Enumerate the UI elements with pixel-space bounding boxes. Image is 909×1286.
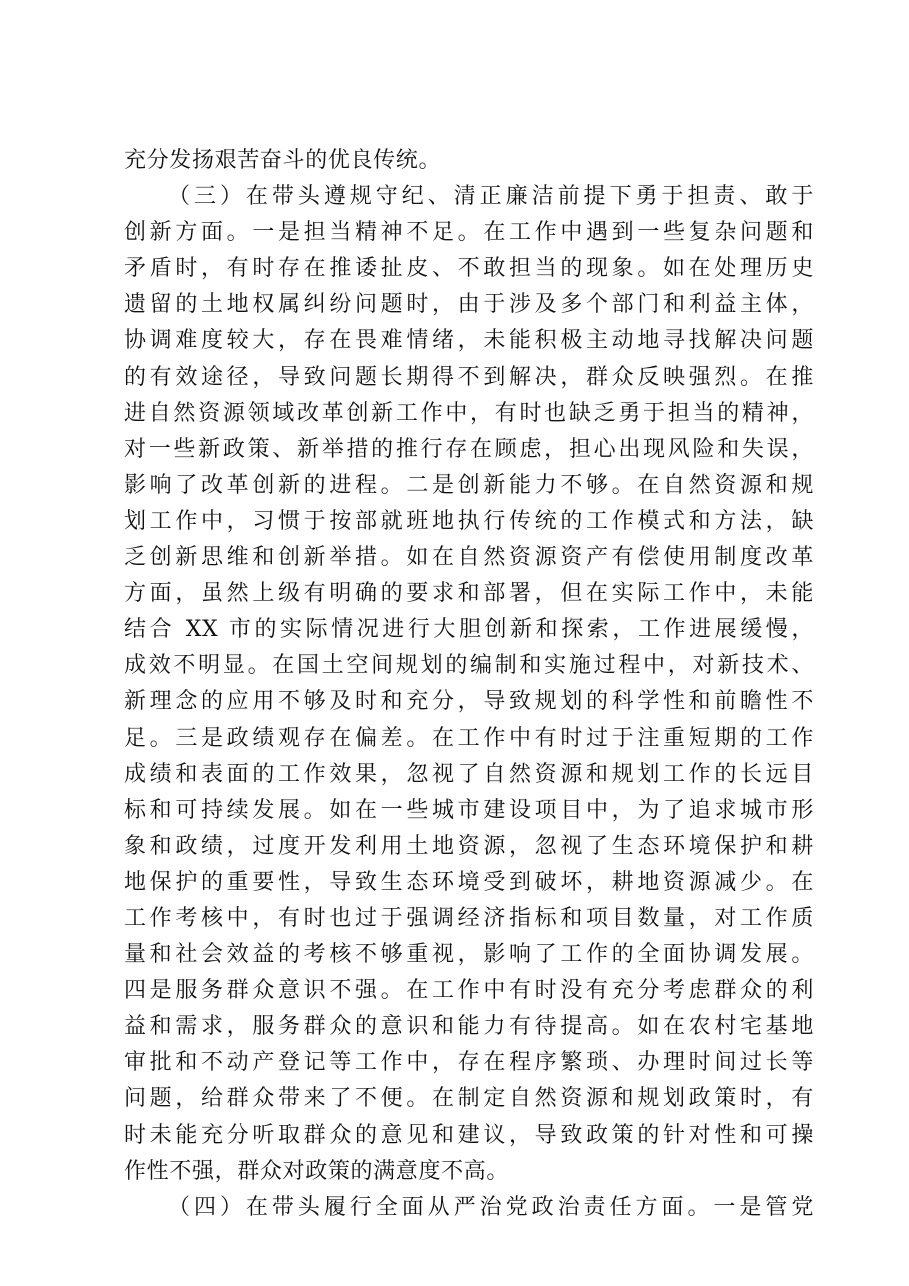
text-line: 乏创新思维和创新举措。如在自然资源资产有偿使用制度改革 [124,545,814,571]
text-line: 遗留的土地权属纠纷问题时，由于涉及多个部门和利益主体， [124,292,814,318]
section-heading-line: （四）在带头履行全面从严治党政治责任方面。一是管党 [168,1194,814,1220]
text-line: 标和可持续发展。如在一些城市建设项目中，为了追求城市形 [124,797,814,823]
text-line: 矛盾时，有时存在推诿扯皮、不敢担当的现象。如在处理历史 [124,256,814,282]
text-line: 方面，虽然上级有明确的要求和部署，但在实际工作中，未能 [124,581,814,607]
text-line: 时未能充分听取群众的意见和建议，导致政策的针对性和可操 [124,1122,814,1148]
text-line: 对一些新政策、新举措的推行存在顾虑，担心出现风险和失误， [124,436,814,462]
text-line: 问题，给群众带来了不便。在制定自然资源和规划政策时，有 [124,1086,814,1112]
text-line: 协调难度较大，存在畏难情绪，未能积极主动地寻找解决问题 [124,328,814,354]
text-line: 审批和不动产登记等工作中，存在程序繁琐、办理时间过长等 [124,1050,814,1076]
text-line: 结合 XX 市的实际情况进行大胆创新和探索，工作进展缓慢， [124,617,814,643]
text-line: 益和需求，服务群众的意识和能力有待提高。如在农村宅基地 [124,1014,814,1040]
text-line: 成效不明显。在国土空间规划的编制和实施过程中，对新技术、 [124,653,814,679]
body-text [124,143,814,1226]
text-line: 量和社会效益的考核不够重视，影响了工作的全面协调发展。 [124,942,814,968]
text-line: 足。三是政绩观存在偏差。在工作中有时过于注重短期的工作 [124,725,814,751]
text-line: 创新方面。一是担当精神不足。在工作中遇到一些复杂问题和 [124,220,814,246]
text-line: 成绩和表面的工作效果，忽视了自然资源和规划工作的长远目 [124,761,814,787]
text-line: 四是服务群众意识不强。在工作中有时没有充分考虑群众的利 [124,978,814,1004]
text-line: 新理念的应用不够及时和充分，导致规划的科学性和前瞻性不 [124,689,814,715]
text-line: 工作考核中，有时也过于强调经济指标和项目数量，对工作质 [124,905,814,931]
section-heading-line: （三）在带头遵规守纪、清正廉洁前提下勇于担责、敢于 [168,184,814,210]
text-line: 充分发扬艰苦奋斗的优良传统。 [124,148,442,173]
text-line: 作性不强，群众对政策的满意度不高。 [124,1158,510,1184]
text-line: 象和政绩，过度开发利用土地资源，忽视了生态环境保护和耕 [124,833,814,859]
text-line: 划工作中，习惯于按部就班地执行传统的工作模式和方法，缺 [124,508,814,534]
text-line: 进自然资源领域改革创新工作中，有时也缺乏勇于担当的精神， [124,400,814,426]
text-line: 地保护的重要性，导致生态环境受到破坏，耕地资源减少。在 [124,869,814,895]
text-line: 的有效途径，导致问题长期得不到解决，群众反映强烈。在推 [124,364,814,390]
text-line: 影响了改革创新的进程。二是创新能力不够。在自然资源和规 [124,472,814,498]
